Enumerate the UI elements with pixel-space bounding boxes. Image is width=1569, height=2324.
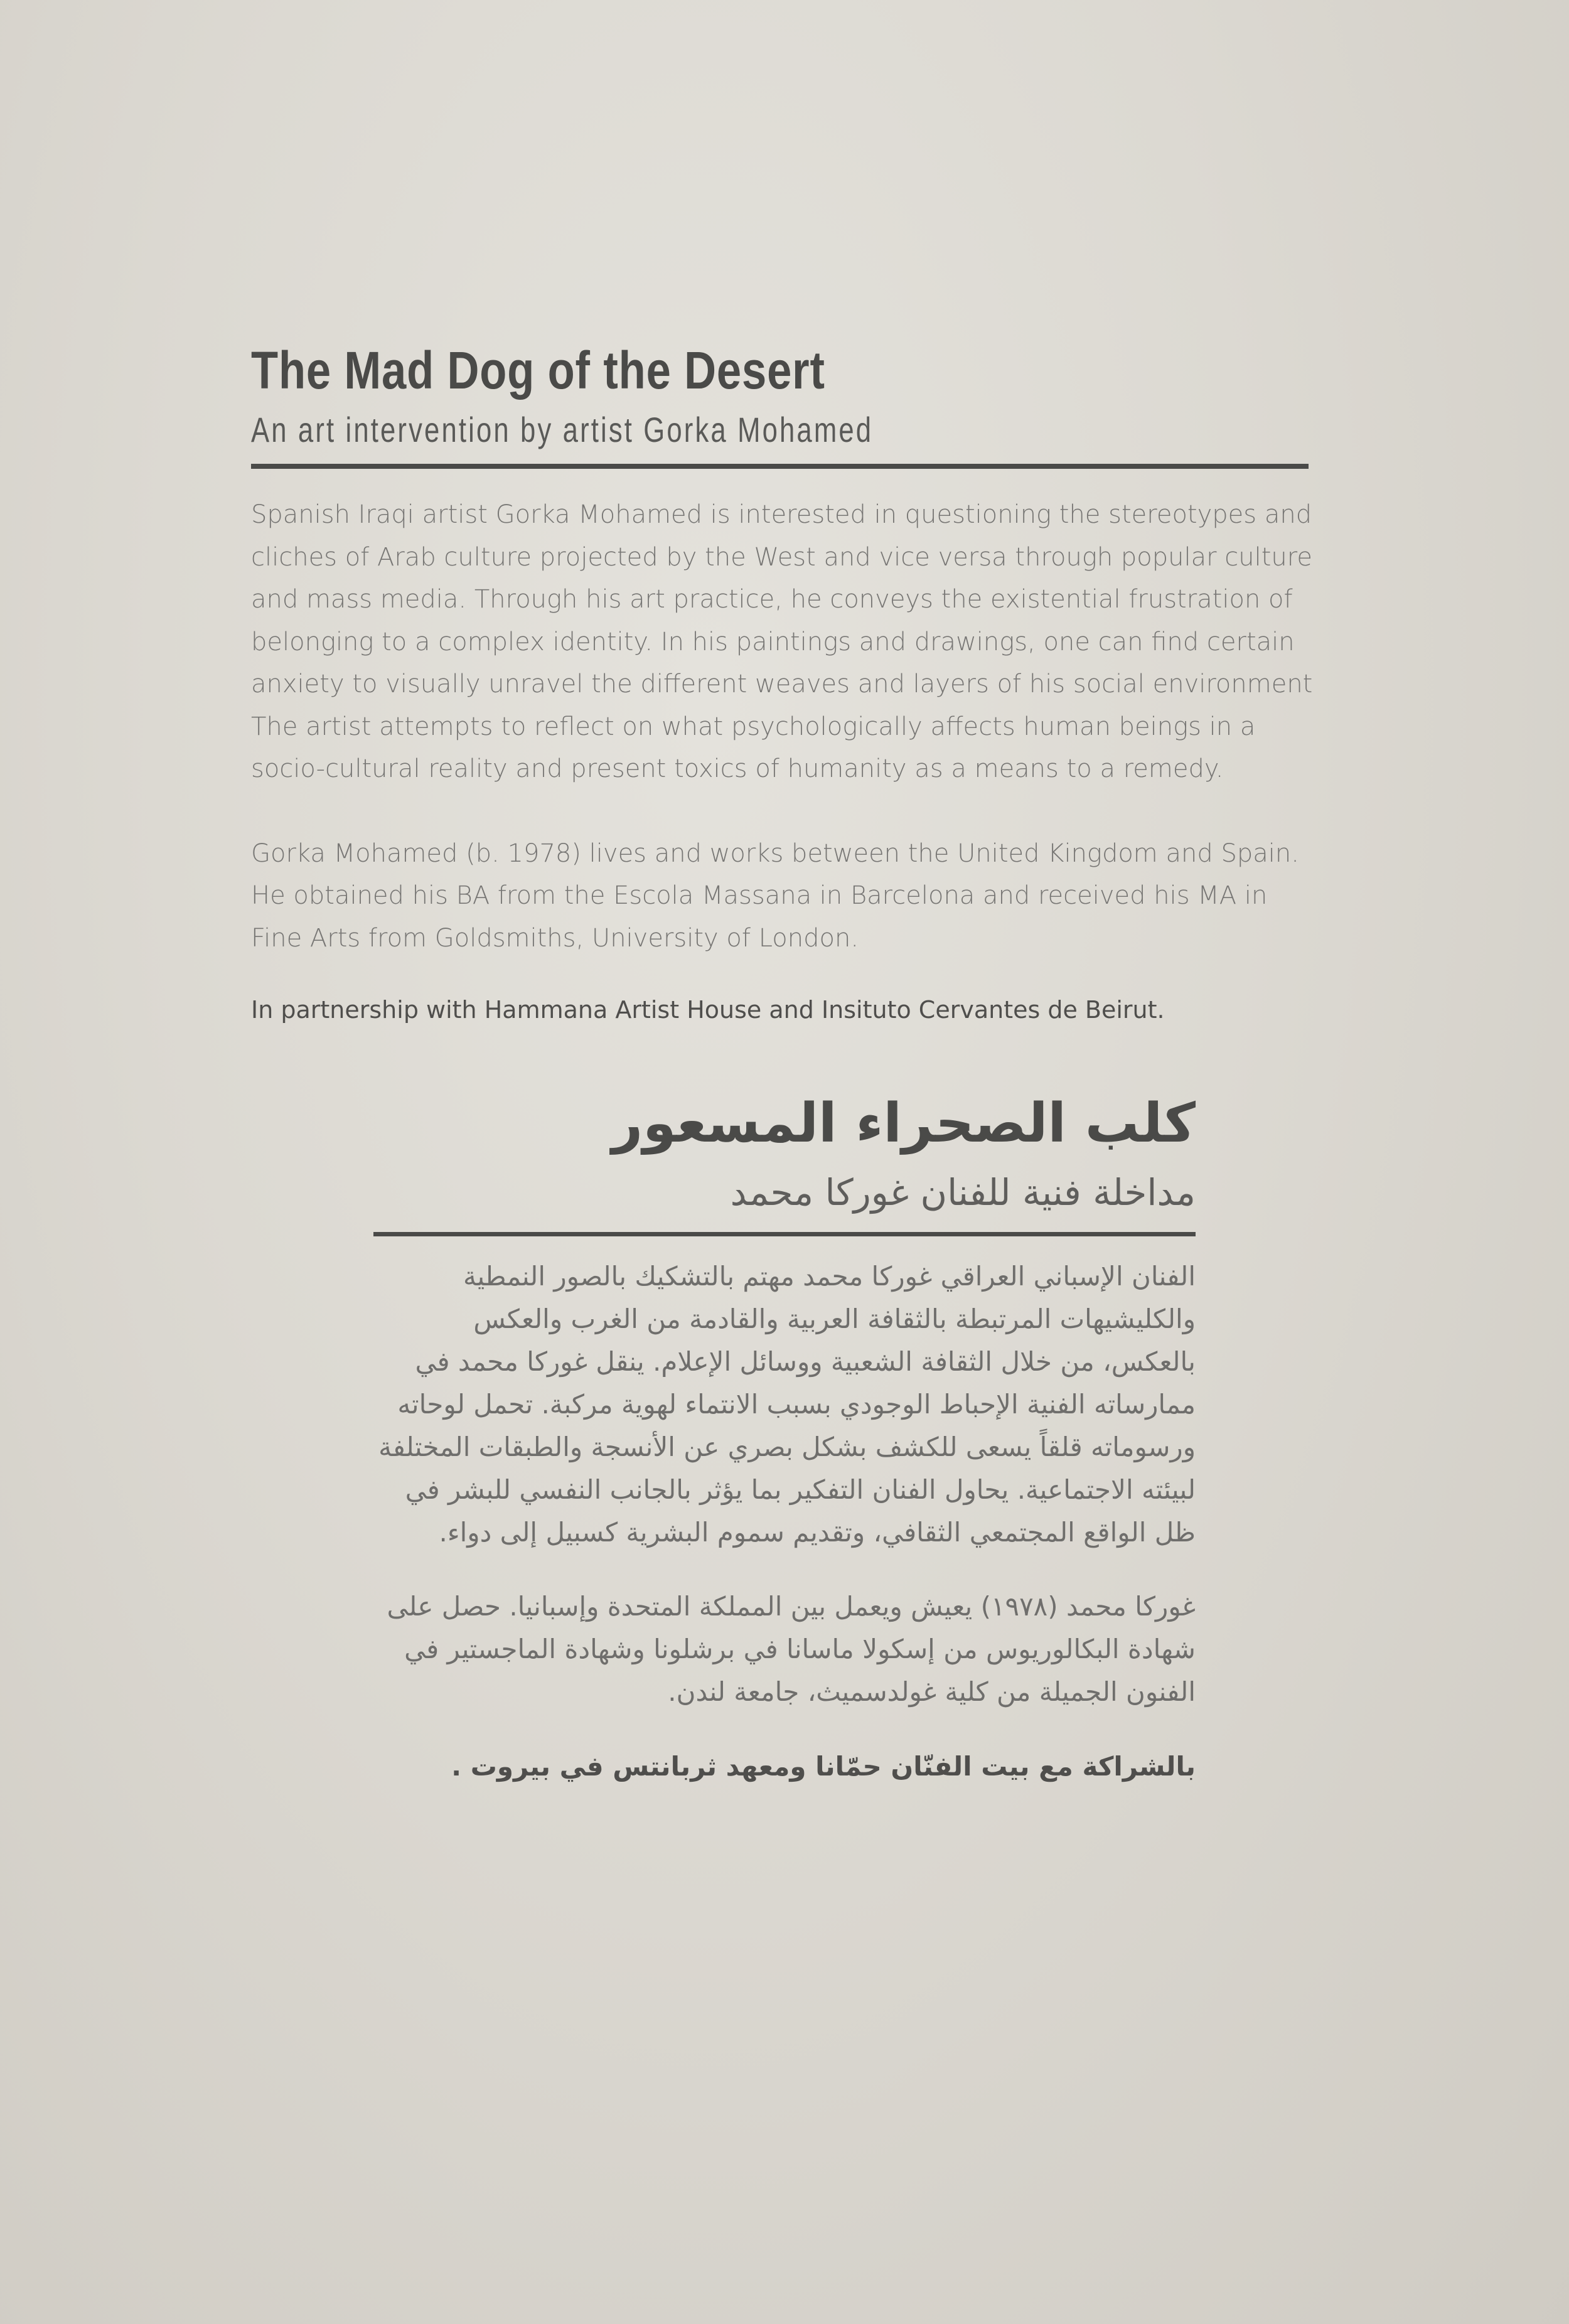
arabic-section [373,1083,1196,1789]
arabic-intro-line: والكليشيهات المرتبطة بالثقافة العربية والقادمة من الغرب والعكس [473,1304,1196,1334]
english-intro-line: socio-cultural reality and present toxics of humanity as a means to a remedy. [251,754,1224,783]
arabic-paragraph-intro [373,1255,1196,1554]
arabic-paragraph-bio [373,1585,1196,1713]
english-intro-line: belonging to a complex identity. In his paintings and drawings, one can find certain [251,627,1295,656]
english-title: The Mad Dog of the Desert [251,341,825,400]
arabic-intro-line: بالعكس، من خلال الثقافة الشعبية ووسائل الإعلام. ينقل غوركا محمد في [415,1346,1196,1377]
english-intro-line: cliches of Arab culture projected by the West and vice versa through popular culture [251,542,1312,572]
english-bio-line: Fine Arts from Goldsmiths, University of London. [251,923,859,953]
arabic-partnership: بالشراكة مع بيت الفنّان حمّانا ومعهد ثربانتس في بيروت . [451,1751,1196,1782]
english-divider [251,464,1309,469]
arabic-subtitle: مداخلة فنية للفنان غوركا محمد [730,1171,1196,1214]
arabic-intro-line: ظل الواقع المجتمعي الثقافي، وتقديم سموم البشرية كسبيل إلى دواء. [439,1517,1196,1548]
english-paragraph-bio [251,833,1312,960]
english-subtitle: An art intervention by artist Gorka Mohamed [251,410,874,449]
arabic-intro-line: ممارساته الفنية الإحباط الوجودي بسبب الانتماء لهوية مركبة. تحمل لوحاته [397,1389,1196,1420]
english-intro-line: Spanish Iraqi artist Gorka Mohamed is interested in questioning the stereotypes and [251,500,1312,529]
arabic-intro-line: ورسوماته قلقاً يسعى للكشف بشكل بصري عن الأنسجة والطبقات المختلفة [378,1432,1196,1462]
english-bio-line: Gorka Mohamed (b. 1978) lives and works between the United Kingdom and Spain. [251,838,1299,868]
english-bio-line: He obtained his BA from the Escola Massana in Barcelona and received his MA in [251,881,1268,910]
arabic-intro-line: الفنان الإسباني العراقي غوركا محمد مهتم بالتشكيك بالصور النمطية [463,1261,1196,1292]
english-intro-line: and mass media. Through his art practice, he conveys the existential frustration of [251,585,1293,614]
arabic-intro-line: لبيئته الاجتماعية. يحاول الفنان التفكير بما يؤثر بالجانب النفسي للبشر في [405,1474,1196,1505]
english-section [251,336,1312,1029]
arabic-bio-line: شهادة البكالوريوس من إسكولا ماسانا في برشلونا وشهادة الماجستير في [404,1634,1196,1664]
arabic-bio-line: غوركا محمد (١٩٧٨) يعيش ويعمل بين المملكة المتحدة وإسبانيا. حصل على [387,1591,1196,1622]
english-paragraph-intro [251,494,1312,791]
english-intro-line: The artist attempts to reflect on what psychologically affects human beings in a [251,712,1256,741]
english-intro-line: anxiety to visually unravel the different weaves and layers of his social environment [251,670,1313,699]
arabic-divider [373,1232,1196,1236]
arabic-title: كلب الصحراء المسعور [611,1092,1196,1155]
arabic-bio-line: الفنون الجميلة من كلية غولدسميث، جامعة لندن. [668,1676,1196,1707]
english-partnership: In partnership with Hammana Artist House and Insituto Cervantes de Beirut. [251,996,1165,1024]
